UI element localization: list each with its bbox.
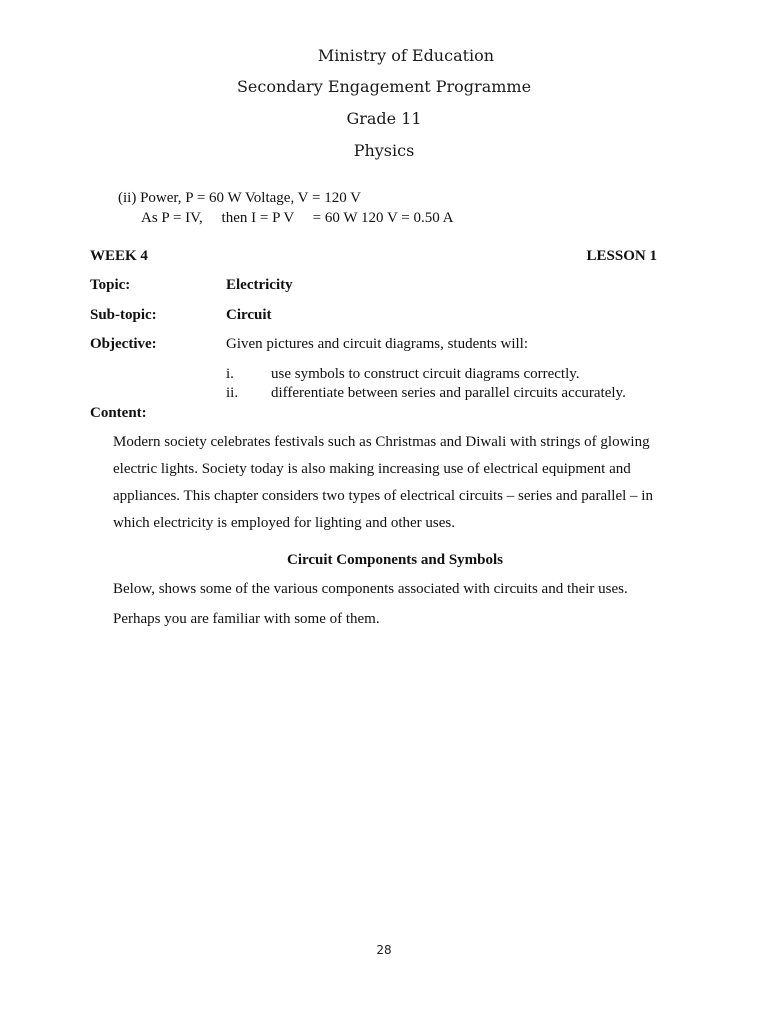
content-label: Content: bbox=[90, 405, 147, 421]
body-text-line: Below, shows some of the various components associated with circuits and their uses. bbox=[113, 581, 628, 597]
week-label: WEEK 4 bbox=[90, 248, 148, 264]
section-heading: Circuit Components and Symbols bbox=[286, 552, 503, 568]
topic-value: Electricity bbox=[226, 277, 293, 293]
ministry-title: Ministry of Education bbox=[317, 46, 495, 65]
objective-item-text: use symbols to construct circuit diagrams correctly. bbox=[271, 366, 580, 382]
lesson-label: LESSON 1 bbox=[586, 248, 657, 264]
calculation-line-1: (ii) Power, P = 60 W Voltage, V = 120 V bbox=[118, 190, 362, 206]
subtopic-label: Sub-topic: bbox=[90, 307, 157, 323]
grade-title: Grade 11 bbox=[346, 109, 422, 128]
topic-label: Topic: bbox=[90, 277, 131, 293]
calculation-line-2: As P = IV, then I = P V = 60 W 120 V = 0.50 A bbox=[141, 210, 454, 226]
subject-title: Physics bbox=[353, 141, 415, 160]
subtopic-value: Circuit bbox=[226, 307, 272, 323]
objective-label: Objective: bbox=[90, 336, 157, 352]
programme-title: Secondary Engagement Programme bbox=[236, 77, 532, 96]
objective-item-number: ii. bbox=[226, 385, 239, 401]
body-text-line: Perhaps you are familiar with some of them. bbox=[113, 611, 380, 627]
objective-item-number: i. bbox=[226, 366, 234, 382]
page-number: 28 bbox=[376, 943, 392, 957]
content-paragraph: Modern society celebrates festivals such as Christmas and Diwali with strings of glowing electric lights. Society today is also making increasing use of electrical equipment and appliances. This chapter considers two types of electrical circuits – series and parallel – in which electricity is employed for lighting and other uses. bbox=[113, 434, 653, 531]
objective-item-text: differentiate between series and parallel circuits accurately. bbox=[271, 385, 626, 401]
objective-value: Given pictures and circuit diagrams, students will: bbox=[226, 336, 529, 352]
